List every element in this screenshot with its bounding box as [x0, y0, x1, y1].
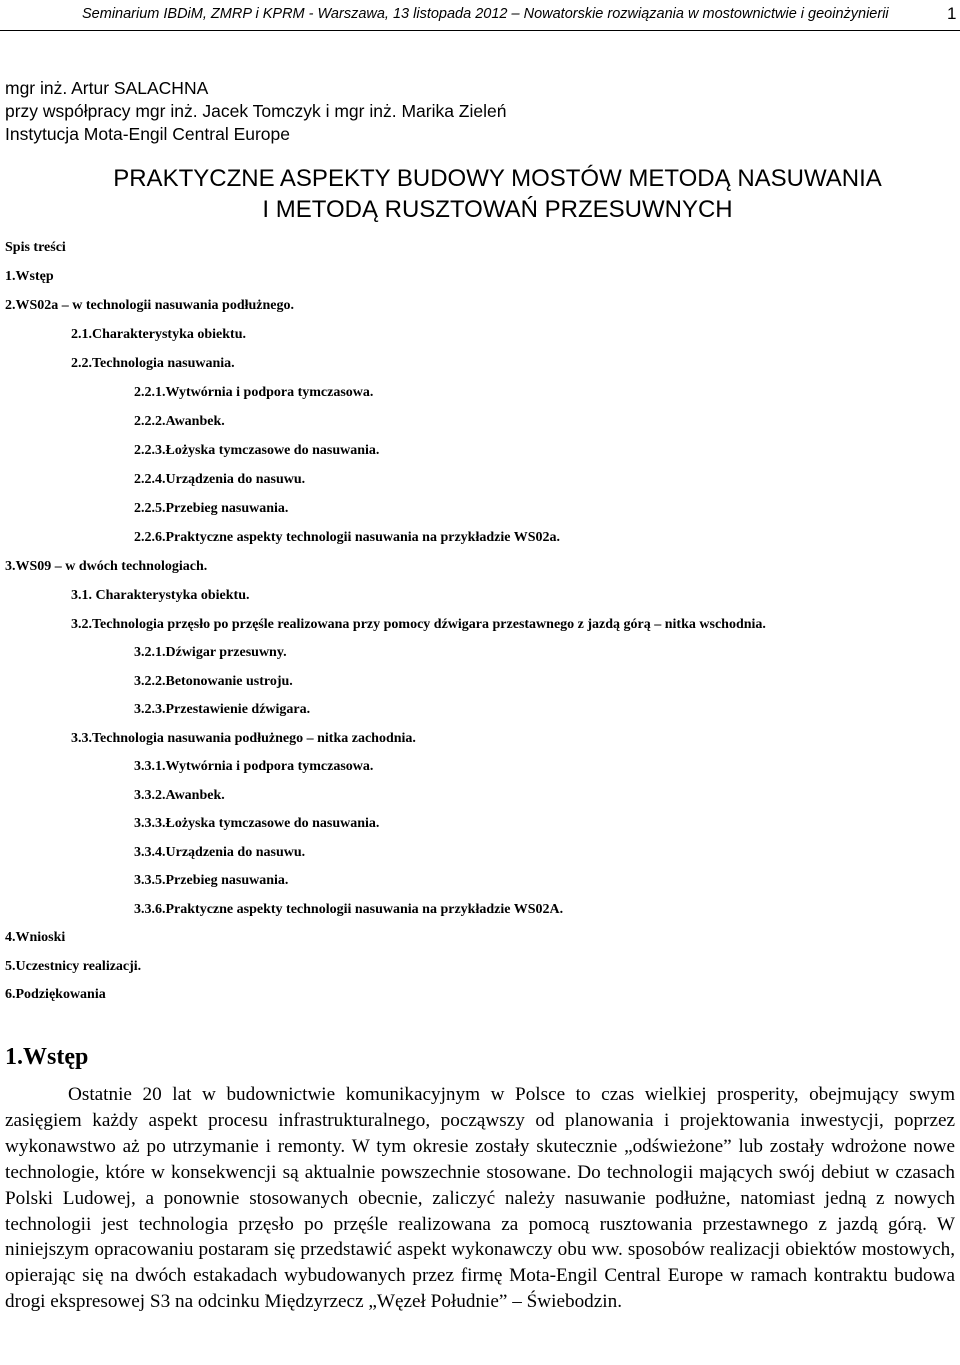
toc-heading: Spis treści: [5, 240, 66, 255]
toc-item: 2.2.Technologia nasuwania.: [71, 356, 235, 371]
toc-item: 2.2.3.Łożyska tymczasowe do nasuwania.: [134, 443, 380, 458]
toc-item: 3.WS09 – w dwóch technologiach.: [5, 559, 208, 574]
toc-item: 2.2.4.Urządzenia do nasuwu.: [134, 472, 306, 487]
paper-title-line-2: I METODĄ RUSZTOWAŃ PRZESUWNYCH: [262, 196, 733, 223]
toc-item: 3.2.3.Przestawienie dźwigara.: [134, 702, 311, 717]
toc-item: 3.3.1.Wytwórnia i podpora tymczasowa.: [134, 759, 374, 774]
toc-item: 3.3.4.Urządzenia do nasuwu.: [134, 845, 306, 860]
toc-item: 2.2.2.Awanbek.: [134, 414, 225, 429]
toc-item: 4.Wnioski: [5, 930, 66, 945]
toc-item: 3.1. Charakterystyka obiektu.: [71, 588, 250, 603]
toc-item: 3.3.2.Awanbek.: [134, 788, 225, 803]
toc-item: 2.1.Charakterystyka obiektu.: [71, 327, 247, 342]
toc-item: 2.2.6.Praktyczne aspekty technologii nasuwania na przykładzie WS02a.: [134, 530, 560, 545]
toc-item: 2.2.5.Przebieg nasuwania.: [134, 501, 289, 516]
toc-item: 1.Wstęp: [5, 269, 54, 284]
body-paragraph: Ostatnie 20 lat w budownictwie komunikacyjnym w Polsce to czas wielkiej prosperity, obejmujący swym zasięgiem każdy aspekt procesu infrastrukturalnego, począwszy od planowania i projektowania inwestycji, poprzez wykonawstwo aż po utrzymanie i remonty. W tym okresie zostały skutecznie „odświeżone” lub zostały wdrożone nowe technologie, które w konsekwencji są aktualnie powszechnie stosowane. Do technologii mających swój debiut w czasach Polski Ludowej, a ponownie stosowanych obecnie, zaliczyć należy nasuwanie podłużne, natomiast jedną z nowych technologii jest technologia przęsło po przęśle realizowana za pomocą rusztowania przestawnego z jazdą górą. W niniejszym opracowaniu postaram się przedstawić aspekt wykonawczy obu ww. sposobów realizacji obiektów mostowych, opierając się na dwóch estakadach wybudowanych przez firmę Mota-Engil Central Europe w ramach kontraktu budowa drogi ekspresowej S3 na odcinku Międzyrzecz „Węzeł Południe” – Świebodzin.: [5, 1084, 955, 1313]
toc-item: 3.2.2.Betonowanie ustroju.: [134, 674, 293, 689]
toc-item: 3.3.Technologia nasuwania podłużnego – nitka zachodnia.: [71, 731, 416, 746]
toc-item: 3.2.Technologia przęsło po przęśle realizowana przy pomocy dźwigara przestawnego z jazdą górą – nitka wschodnia.: [71, 617, 766, 632]
toc-item: 6.Podziękowania: [5, 987, 106, 1002]
coauthors-line: przy współpracy mgr inż. Jacek Tomczyk i mgr inż. Marika Zieleń: [5, 101, 507, 121]
toc-item: 3.2.1.Dźwigar przesuwny.: [134, 645, 287, 660]
toc-item: 3.3.5.Przebieg nasuwania.: [134, 873, 289, 888]
toc-item: 2.2.1.Wytwórnia i podpora tymczasowa.: [134, 385, 374, 400]
header-text: Seminarium IBDiM, ZMRP i KPRM - Warszawa, 13 listopada 2012 – Nowatorskie rozwiązania w mostownictwie i geoinżynierii: [82, 6, 889, 22]
toc-item: 3.3.3.Łożyska tymczasowe do nasuwania.: [134, 816, 380, 831]
header-divider: [0, 30, 960, 31]
paper-title-line-1: PRAKTYCZNE ASPEKTY BUDOWY MOSTÓW METODĄ NASUWANIA: [113, 165, 882, 192]
author-line: mgr inż. Artur SALACHNA: [5, 78, 209, 98]
toc-item: 2.WS02a – w technologii nasuwania podłużnego.: [5, 298, 294, 313]
toc-item: 5.Uczestnicy realizacji.: [5, 959, 142, 974]
institution-line: Instytucja Mota-Engil Central Europe: [5, 124, 290, 144]
toc-item: 3.3.6.Praktyczne aspekty technologii nasuwania na przykładzie WS02A.: [134, 902, 564, 917]
section-heading: 1.Wstęp: [5, 1044, 89, 1070]
page-number: 1: [947, 4, 957, 23]
